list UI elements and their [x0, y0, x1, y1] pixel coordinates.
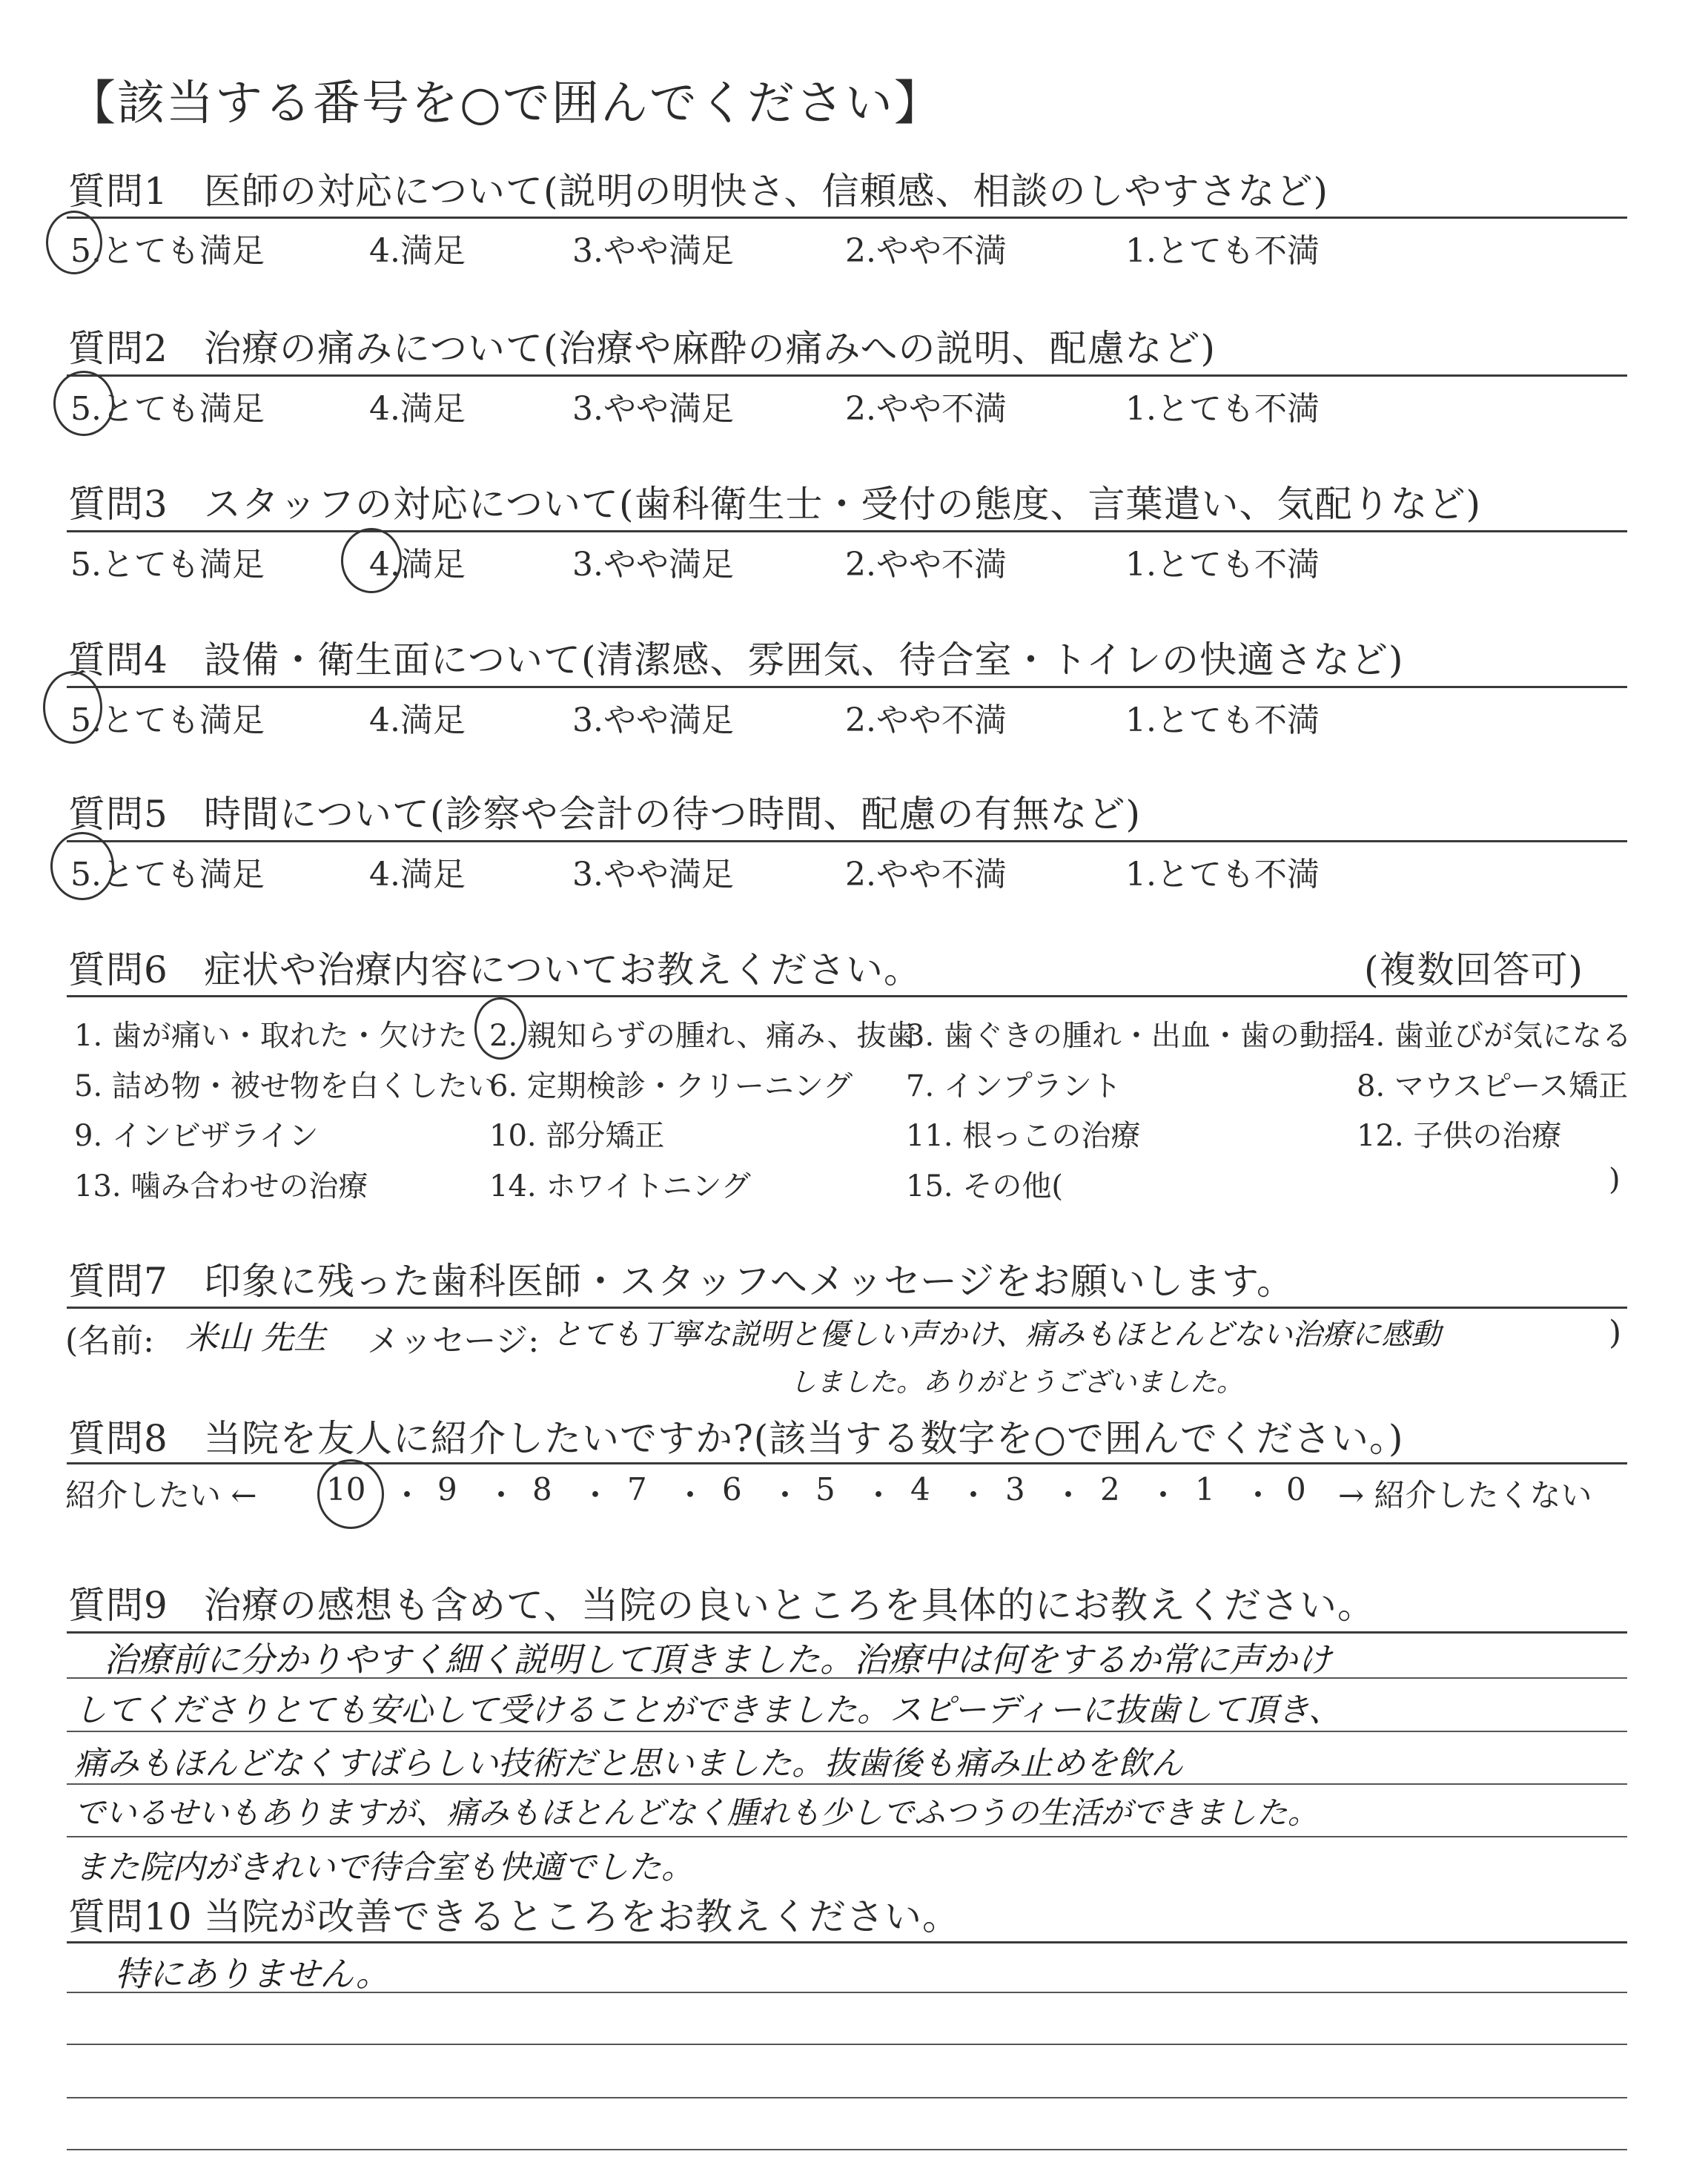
q9-answer-line-1[interactable]: 治療前に分かりやすく細く説明して頂きました。治療中は何をするか常に声かけ [104, 1639, 1331, 1680]
q8-scale-1[interactable]: 1 [1195, 1471, 1215, 1507]
question-10-label: 質問10 [68, 1895, 193, 1938]
q7-message-line-2[interactable]: しました。ありがとうございました。 [790, 1367, 1244, 1398]
q8-scale-2[interactable]: 2 [1100, 1471, 1120, 1507]
q7-close-paren: ) [1609, 1314, 1622, 1352]
q8-scale-6[interactable]: 6 [722, 1471, 742, 1507]
q8-dot-9: ・ [1148, 1477, 1179, 1513]
q6-answer-circle [474, 997, 526, 1060]
q6-option-3[interactable]: 3. 歯ぐきの腫れ・出血・歯の動揺 [906, 1019, 1359, 1053]
q5-option-2[interactable]: 2.やや不満 [845, 856, 1007, 894]
q1-option-2[interactable]: 2.やや不満 [845, 232, 1007, 270]
q9-answer-line-4[interactable]: でいるせいもありますが、痛みもほとんどなく腫れも少しでふつうの生活ができました。 [74, 1794, 1319, 1831]
question-8-text: 当院を友人に紹介したいですか?(該当する数字を○で囲んでください。) [204, 1417, 1404, 1460]
question-2-text: 治療の痛みについて(治療や麻酔の痛みへの説明、配慮など) [204, 327, 1217, 370]
q9-line-4 [67, 1836, 1627, 1837]
q8-dot-3: ・ [580, 1477, 612, 1513]
q6-option-14[interactable]: 14. ホワイトニング [489, 1169, 751, 1203]
q4-answer-circle [43, 671, 102, 744]
q8-scale-5[interactable]: 5 [815, 1471, 835, 1507]
q6-option-10[interactable]: 10. 部分矯正 [489, 1119, 665, 1153]
q8-answer-circle [317, 1459, 384, 1529]
q2-option-1[interactable]: 1.とても不満 [1125, 390, 1320, 428]
q3-option-1[interactable]: 1.とても不満 [1125, 546, 1320, 584]
q4-option-4[interactable]: 4.満足 [369, 701, 466, 739]
q2-option-2[interactable]: 2.やや不満 [845, 390, 1007, 428]
q9-answer-line-3[interactable]: 痛みもほんどなくすばらしい技術だと思いました。抜歯後も痛み止めを飲ん [74, 1745, 1183, 1783]
q2-answer-circle [53, 371, 114, 436]
question-6-rule [67, 995, 1627, 997]
q8-left-label: 紹介したい ← [65, 1477, 257, 1513]
question-2-rule [67, 374, 1627, 377]
q5-option-5[interactable]: 5.とても満足 [70, 856, 265, 894]
q8-dot-4: ・ [675, 1477, 706, 1513]
q9-answer-line-5[interactable]: また院内がきれいで待合室も快適でした。 [74, 1849, 694, 1886]
q8-dot-5: ・ [769, 1477, 801, 1513]
q5-option-3[interactable]: 3.やや満足 [572, 856, 734, 894]
q8-dot-8: ・ [1053, 1477, 1085, 1513]
q10-line-2 [67, 2044, 1627, 2045]
q9-line-2 [67, 1731, 1627, 1732]
q8-scale-0[interactable]: 0 [1286, 1471, 1306, 1507]
q5-option-4[interactable]: 4.満足 [369, 856, 466, 894]
q8-scale-10[interactable]: 10 [326, 1471, 366, 1507]
question-2-label: 質問2 [68, 327, 168, 370]
q9-answer-line-2[interactable]: してくださりとても安心して受けることができました。スピーディーに抜歯して頂き、 [74, 1691, 1341, 1729]
q8-dot-7: ・ [958, 1477, 990, 1513]
q6-option-15[interactable]: 15. その他( [906, 1169, 1063, 1203]
q7-message-label: メッセージ: [367, 1322, 540, 1360]
q5-option-1[interactable]: 1.とても不満 [1125, 856, 1320, 894]
q9-line-3 [67, 1783, 1627, 1785]
q8-scale-8[interactable]: 8 [532, 1471, 552, 1507]
question-1-label: 質問1 [68, 170, 168, 213]
q3-option-2[interactable]: 2.やや不満 [845, 546, 1007, 584]
q1-option-1[interactable]: 1.とても不満 [1125, 232, 1320, 270]
question-3-rule [67, 530, 1627, 532]
q4-option-1[interactable]: 1.とても不満 [1125, 701, 1320, 739]
question-1-rule [67, 217, 1627, 219]
q9-line-1 [67, 1677, 1627, 1679]
q1-answer-circle [46, 211, 102, 274]
q7-name-value[interactable]: 米山 先生 [185, 1319, 326, 1357]
question-5-rule [67, 840, 1627, 842]
question-9-label: 質問9 [68, 1584, 168, 1627]
q6-option-8[interactable]: 8. マウスピース矯正 [1357, 1069, 1629, 1103]
q3-answer-circle [341, 528, 402, 593]
q8-scale-4[interactable]: 4 [910, 1471, 930, 1507]
q10-line-3 [67, 2097, 1627, 2098]
q1-option-5[interactable]: 5.とても満足 [70, 232, 265, 270]
q6-option-11[interactable]: 11. 根っこの治療 [906, 1119, 1141, 1153]
q10-line-4 [67, 2149, 1627, 2150]
q3-option-3[interactable]: 3.やや満足 [572, 546, 734, 584]
q6-option-4[interactable]: 4. 歯並びが気になる [1357, 1019, 1632, 1053]
q7-message-line-1[interactable]: とても丁寧な説明と優しい声かけ、痛みもほとんどない治療に感動 [552, 1318, 1441, 1352]
q8-dot-2: ・ [486, 1477, 517, 1513]
question-8-label: 質問8 [68, 1417, 168, 1460]
question-6-note: (複数回答可) [1364, 948, 1584, 991]
question-4-text: 設備・衛生面について(清潔感、雰囲気、待合室・トイレの快適さなど) [204, 638, 1404, 681]
q6-option-12[interactable]: 12. 子供の治療 [1357, 1119, 1562, 1153]
q6-option-1[interactable]: 1. 歯が痛い・取れた・欠けた [74, 1019, 468, 1053]
question-3-label: 質問3 [68, 483, 168, 526]
question-7-rule [67, 1307, 1627, 1309]
q8-dot-1: ・ [391, 1477, 423, 1513]
q3-option-5[interactable]: 5.とても満足 [70, 546, 265, 584]
question-9-text: 治療の感想も含めて、当院の良いところを具体的にお教えください。 [204, 1584, 1375, 1627]
q8-scale-9[interactable]: 9 [437, 1471, 457, 1507]
q8-right-label: → 紹介したくない [1338, 1477, 1592, 1513]
question-7-label: 質問7 [68, 1260, 168, 1303]
q3-option-4[interactable]: 4.満足 [369, 546, 466, 584]
page-title: 【該当する番号を○で囲んでください】 [68, 76, 943, 131]
q8-dot-10: ・ [1242, 1477, 1274, 1513]
q10-answer[interactable]: 特にありません。 [115, 1954, 390, 1994]
q1-option-4[interactable]: 4.満足 [369, 232, 466, 270]
question-10-text: 当院が改善できるところをお教えください。 [204, 1895, 960, 1938]
question-4-rule [67, 686, 1627, 688]
q2-option-3[interactable]: 3.やや満足 [572, 390, 734, 428]
question-5-label: 質問5 [68, 793, 168, 836]
q8-scale-7[interactable]: 7 [627, 1471, 647, 1507]
question-3-text: スタッフの対応について(歯科衛生士・受付の態度、言葉遣い、気配りなど) [204, 483, 1482, 526]
q5-answer-circle [50, 832, 114, 900]
q6-option-9[interactable]: 9. インビザライン [74, 1119, 319, 1153]
q6-option-6[interactable]: 6. 定期検診・クリーニング [489, 1069, 853, 1103]
q2-option-4[interactable]: 4.満足 [369, 390, 466, 428]
q6-option-15-close: ) [1609, 1163, 1621, 1197]
question-5-text: 時間について(診察や会計の待つ時間、配慮の有無など) [204, 793, 1142, 836]
q8-dot-6: ・ [863, 1477, 895, 1513]
question-6-text: 症状や治療内容についてお教えください。 [204, 948, 921, 991]
question-8-rule [67, 1462, 1627, 1464]
q4-option-5[interactable]: 5.とても満足 [70, 701, 265, 739]
q6-option-5[interactable]: 5. 詰め物・被せ物を白くしたい [74, 1069, 497, 1103]
question-10-rule [67, 1941, 1627, 1943]
q8-scale-3[interactable]: 3 [1005, 1471, 1025, 1507]
q7-name-label: (名前: [65, 1322, 154, 1360]
question-1-text: 医師の対応について(説明の明快さ、信頼感、相談のしやすさなど) [204, 170, 1329, 213]
q10-line-1 [67, 1992, 1627, 1993]
q4-option-3[interactable]: 3.やや満足 [572, 701, 734, 739]
question-4-label: 質問4 [68, 638, 168, 681]
q2-option-5[interactable]: 5.とても満足 [70, 390, 265, 428]
q6-option-7[interactable]: 7. インプラント [906, 1069, 1122, 1103]
question-7-text: 印象に残った歯科医師・スタッフへメッセージをお願いします。 [204, 1260, 1294, 1303]
q4-option-2[interactable]: 2.やや不満 [845, 701, 1007, 739]
question-6-label: 質問6 [68, 948, 168, 991]
q6-option-13[interactable]: 13. 噛み合わせの治療 [74, 1169, 368, 1203]
q1-option-3[interactable]: 3.やや満足 [572, 232, 734, 270]
q6-option-2[interactable]: 2. 親知らずの腫れ、痛み、抜歯 [489, 1019, 916, 1053]
